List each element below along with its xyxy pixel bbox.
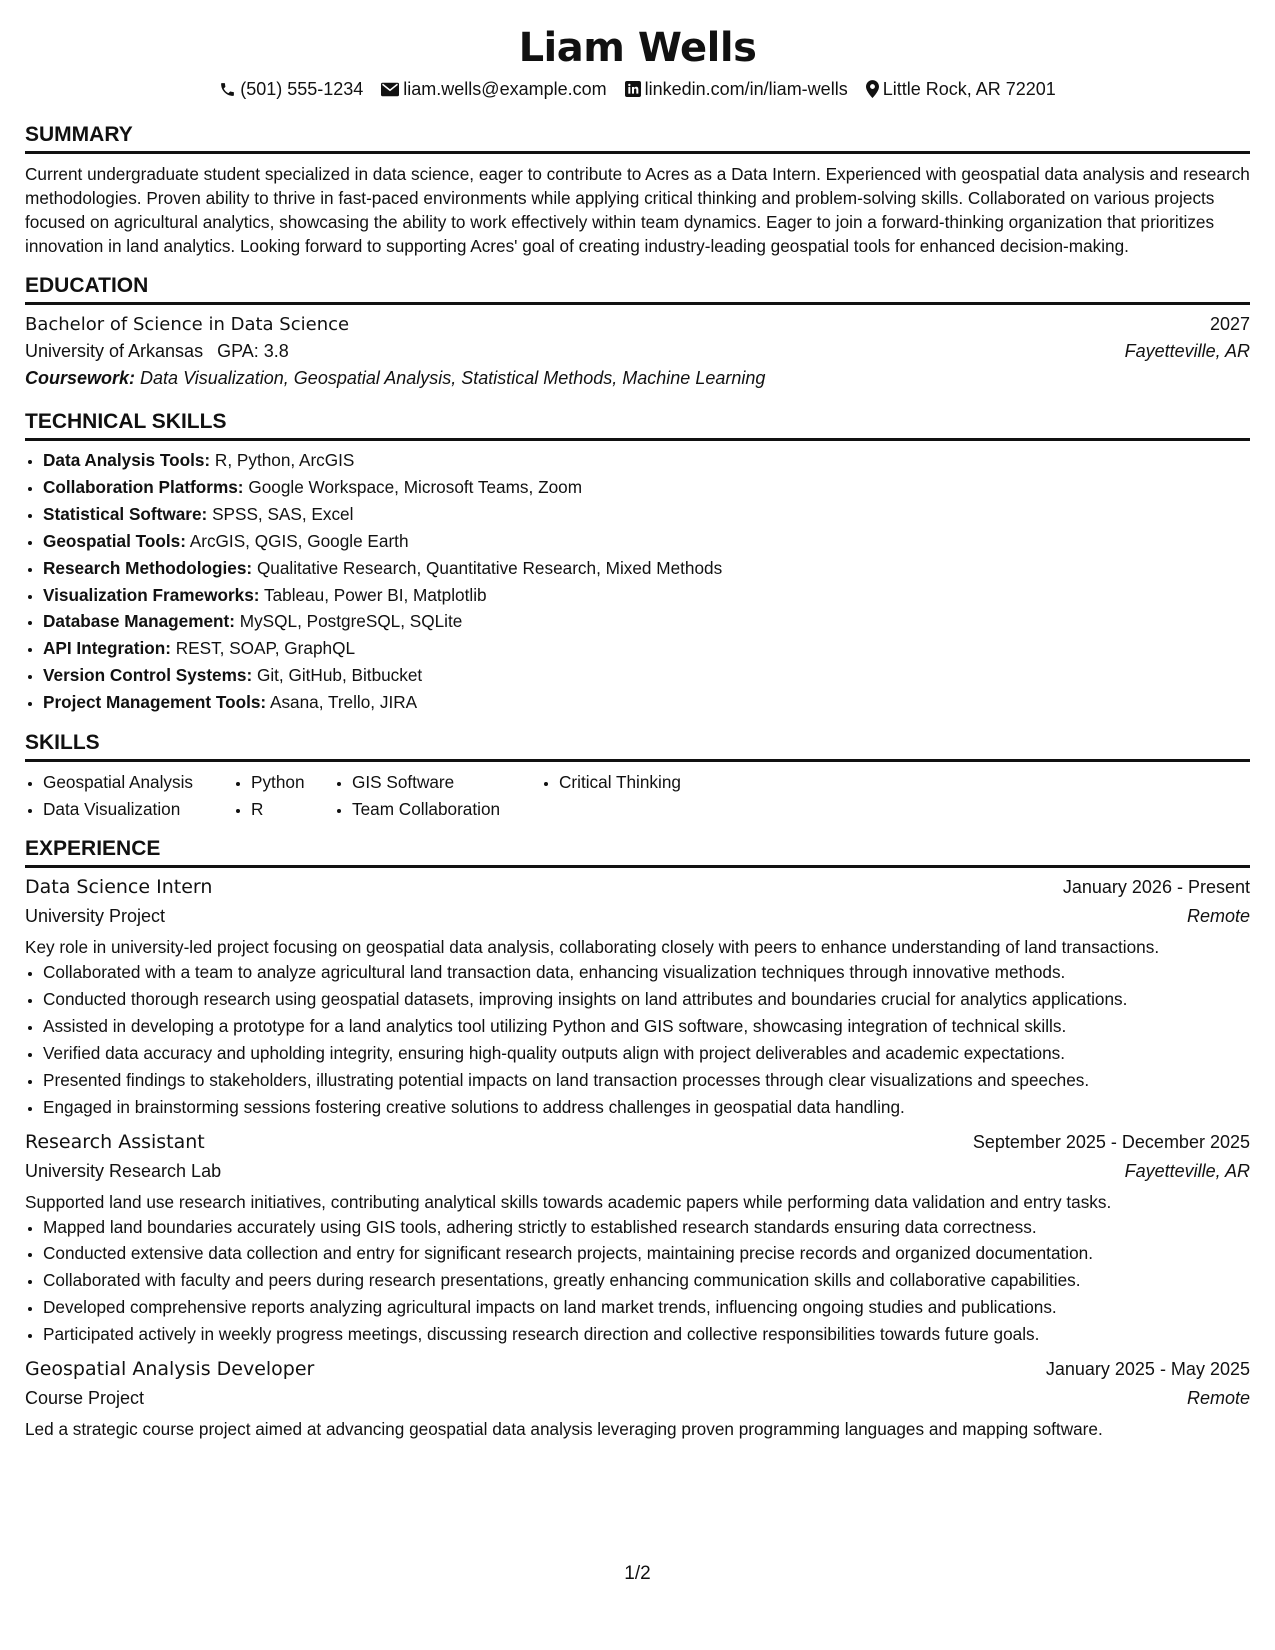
job-description: Led a strategic course project aimed at advancing geospatial data analysis leveraging proven programming languages and mapping software. [25, 1419, 1103, 1440]
list-item: • Presented findings to stakeholders, illustrating potential impacts on land transaction processes through clear visualizations and speeches. [43, 1067, 1250, 1094]
list-item [43, 501, 1250, 528]
summary-text: Current undergraduate student specialized in data science, eager to contribute to Acres as a Data Intern. Experienced with geospatial data analysis and research methodologies. Proven ability to thrive in fast-paced environments while applying critical thinking and problem-solving skills. Collaborated on various projects focused on agricultural analytics, showcasing the ability to work effectively within team dynamics. Eager to join a forward-thinking organization that prioritizes innovation in land analytics. Looking forward to supporting Acres' goal of creating industry-leading geospatial tools for enhanced decision-making. [25, 164, 1250, 256]
list-item: • Mapped land boundaries accurately using GIS tools, adhering strictly to established research standards ensuring data correctness. [43, 1214, 1250, 1241]
gpa: GPA: 3.8 [217, 341, 289, 361]
skill-label: Database Management: [43, 611, 235, 632]
skill-value: Git, GitHub, Bitbucket [256, 665, 423, 686]
list-item [43, 635, 1250, 662]
list-item: • Developed comprehensive reports analyzing agricultural impacts on land market trends, influencing ongoing studies and publications. [43, 1294, 1250, 1321]
degree-name: Bachelor of Science in Data Science [25, 314, 350, 335]
phone-text: (501) 555-1234 [240, 78, 364, 99]
list-item: • Conducted thorough research using geospatial datasets, improving insights on land attributes and boundaries crucial for analytics applications. [43, 986, 1250, 1013]
coursework-list: Data Visualization, Geospatial Analysis, Statistical Methods, Machine Learning [140, 368, 766, 388]
school-info [25, 341, 289, 362]
contact-phone[interactable] [219, 79, 363, 100]
list-item: • Collaborated with faculty and peers during research presentations, greatly enhancing communication skills and collaborative capabilities. [43, 1267, 1250, 1294]
skill-value: Asana, Trello, JIRA [269, 692, 418, 713]
list-item [43, 608, 1250, 635]
experience-entry [25, 1131, 1250, 1349]
list-item: • Participated actively in weekly progress meetings, discussing research direction and collective responsibilities towards future goals. [43, 1321, 1250, 1348]
page-number: 1/2 [624, 1563, 651, 1584]
skill-value: Tableau, Power BI, Matplotlib [263, 584, 487, 605]
list-item: • Engaged in brainstorming sessions fostering creative solutions to address challenges in geospatial data handling. [43, 1094, 1250, 1121]
job-organization: University Project [25, 906, 166, 927]
skills-heading: SKILLS [25, 730, 1250, 762]
experience-section [25, 836, 1250, 1441]
contact-linkedin[interactable] [625, 79, 848, 100]
technical-skills-list [25, 447, 1250, 716]
list-item: • Assisted in developing a prototype for a land analytics tool utilizing Python and GIS software, showcasing integration of technical skills. [43, 1013, 1250, 1040]
skill-label: Geospatial Tools: [43, 530, 186, 551]
linkedin-text: linkedin.com/in/liam-wells [644, 78, 848, 99]
job-title-row [25, 1131, 1250, 1153]
skill-label: Collaboration Platforms: [43, 476, 244, 497]
job-dates: January 2026 - Present [1062, 877, 1250, 898]
skill-value: ArcGIS, QGIS, Google Earth [189, 530, 409, 551]
skills-column [334, 769, 541, 822]
job-org-row [25, 1161, 1250, 1182]
phone-icon [219, 81, 236, 98]
summary-heading: SUMMARY [25, 122, 1250, 154]
location-text: Little Rock, AR 72201 [882, 78, 1056, 99]
job-location: Remote [1186, 906, 1250, 927]
job-title-row [25, 876, 1250, 898]
job-title: Geospatial Analysis Developer [25, 1358, 315, 1381]
list-item [43, 528, 1250, 555]
school-location: Fayetteville, AR [1124, 341, 1250, 361]
job-location: Fayetteville, AR [1124, 1160, 1250, 1181]
technical-skills-heading: TECHNICAL SKILLS [25, 409, 1250, 441]
skill-label: Data Analysis Tools: [43, 450, 211, 470]
list-item: • Data Visualization [43, 796, 233, 823]
contact-email[interactable] [381, 79, 606, 100]
job-organization: University Research Lab [25, 1160, 222, 1181]
map-pin-icon [866, 80, 879, 98]
envelope-icon [381, 82, 399, 97]
skill-label: Project Management Tools: [43, 692, 267, 713]
experience-heading: EXPERIENCE [25, 836, 1250, 868]
list-item: • Python [251, 769, 334, 796]
list-item [43, 662, 1250, 689]
job-bullets [25, 959, 1250, 1120]
skill-label: Research Methodologies: [43, 557, 253, 578]
list-item [43, 555, 1250, 582]
graduation-year: 2027 [1209, 314, 1250, 334]
skills-grid [25, 769, 1250, 822]
list-item: • Critical Thinking [559, 769, 759, 796]
email-text: liam.wells@example.com [403, 78, 607, 99]
skill-value: R, Python, ArcGIS [214, 450, 355, 470]
skill-value: SPSS, SAS, Excel [212, 503, 354, 524]
job-bullets [25, 1214, 1250, 1349]
job-description: Key role in university-led project focusing on geospatial data analysis, collaborating closely with peers to enhance understanding of land transactions. [25, 937, 1160, 958]
education-school-row [25, 341, 1250, 362]
list-item: • Team Collaboration [352, 796, 541, 823]
contact-location [866, 79, 1056, 100]
job-org-row [25, 1388, 1250, 1409]
job-title-row [25, 1358, 1250, 1380]
list-item [43, 582, 1250, 609]
list-item [43, 689, 1250, 716]
list-item: • GIS Software [352, 769, 541, 796]
coursework [25, 368, 1250, 389]
list-item [43, 474, 1250, 501]
education-heading: EDUCATION [25, 273, 1250, 305]
job-location: Remote [1186, 1388, 1250, 1409]
contact-bar [25, 76, 1250, 102]
list-item [43, 447, 1250, 474]
job-title: Research Assistant [25, 1130, 205, 1153]
list-item: • Conducted extensive data collection and entry for significant research projects, maintaining precise records and organized documentation. [43, 1240, 1250, 1267]
skill-label: Version Control Systems: [43, 665, 253, 686]
experience-entry [25, 1358, 1250, 1441]
skills-column [25, 769, 233, 822]
skill-value: Qualitative Research, Quantitative Research, Mixed Methods [256, 557, 723, 578]
job-dates: January 2025 - May 2025 [1045, 1359, 1250, 1380]
technical-skills-section [25, 409, 1250, 716]
job-title: Data Science Intern [25, 876, 213, 899]
resume-content [25, 22, 1250, 1441]
school-name: University of Arkansas [25, 341, 204, 361]
skill-label: API Integration: [43, 638, 171, 659]
skill-label: Statistical Software: [43, 503, 208, 524]
education-section [25, 273, 1250, 389]
candidate-name: Liam Wells [518, 25, 757, 71]
skill-value: MySQL, PostgreSQL, SQLite [239, 611, 463, 632]
job-org-row [25, 906, 1250, 927]
list-item: • Collaborated with a team to analyze agricultural land transaction data, enhancing visualization techniques through innovative methods. [43, 959, 1250, 986]
linkedin-icon [625, 81, 641, 97]
list-item: • R [251, 796, 334, 823]
skills-column [541, 769, 759, 822]
job-dates: September 2025 - December 2025 [972, 1131, 1250, 1152]
skills-column [233, 769, 334, 822]
experience-entry [25, 876, 1250, 1120]
coursework-label: Coursework: [25, 368, 136, 388]
skill-label: Visualization Frameworks: [43, 584, 260, 605]
list-item: • Verified data accuracy and upholding integrity, ensuring high-quality outputs align with project deliverables and academic expectations. [43, 1040, 1250, 1067]
skill-value: Google Workspace, Microsoft Teams, Zoom [248, 476, 583, 497]
job-description: Supported land use research initiatives, contributing analytical skills towards academic papers while performing data validation and entry tasks. [25, 1191, 1112, 1212]
list-item: • Geospatial Analysis [43, 769, 233, 796]
skills-section [25, 730, 1250, 822]
education-degree-row [25, 314, 1250, 335]
summary-section [25, 122, 1250, 258]
skill-value: REST, SOAP, GraphQL [175, 638, 356, 659]
job-organization: Course Project [25, 1388, 145, 1409]
